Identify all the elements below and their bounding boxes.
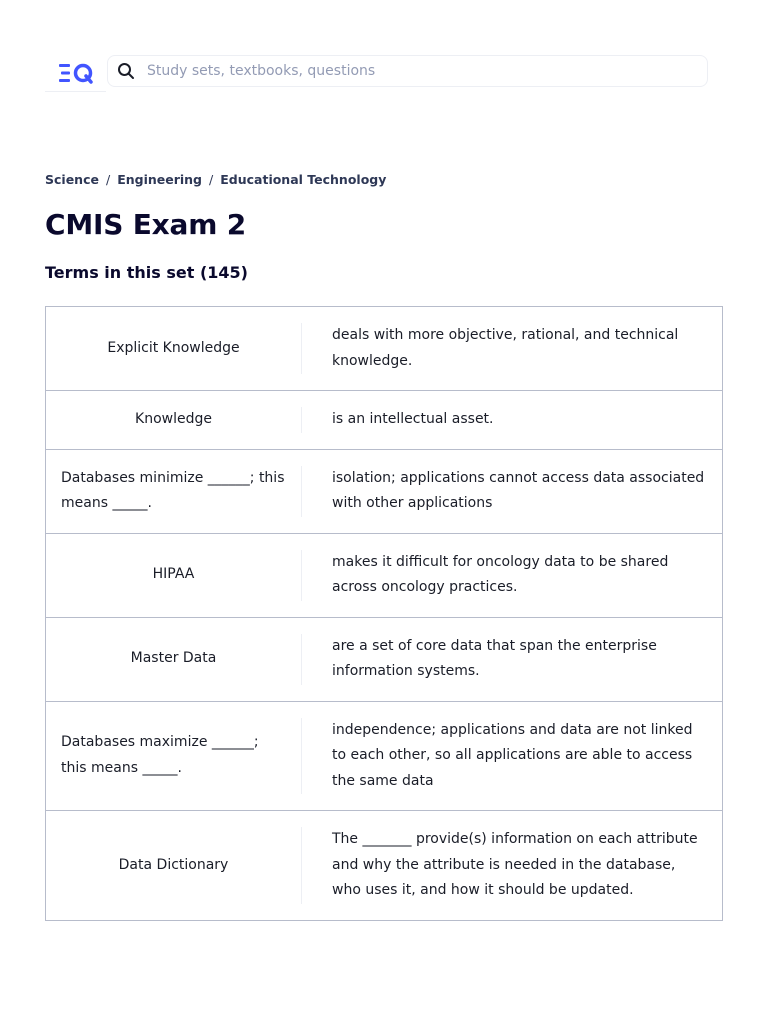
- search-icon[interactable]: [110, 55, 142, 87]
- breadcrumb-separator: /: [105, 172, 111, 187]
- search-input[interactable]: [147, 56, 687, 86]
- term-row: [46, 450, 722, 534]
- term-row: [46, 618, 722, 702]
- breadcrumb-link-educational-technology[interactable]: Educational Technology: [220, 172, 387, 187]
- page-title: CMIS Exam 2: [45, 208, 247, 241]
- breadcrumb: [45, 172, 386, 187]
- terms-heading: Terms in this set (145): [45, 263, 248, 282]
- definition-text: deals with more objective, rational, and technical knowledge.: [332, 327, 679, 369]
- site-logo[interactable]: [45, 54, 106, 92]
- term-row: [46, 811, 722, 921]
- logo-icon: [57, 62, 95, 84]
- definition-text: are a set of core data that span the enterprise information systems.: [332, 637, 657, 679]
- term-text: Master Data: [130, 650, 217, 667]
- term-text: Knowledge: [135, 411, 212, 427]
- term-row: [46, 391, 722, 450]
- term-text: HIPAA: [152, 566, 195, 583]
- term-text: Explicit Knowledge: [107, 339, 240, 356]
- terms-table: [45, 306, 723, 921]
- definition-text: The _______ provide(s) information on each attribute and why the attribute is needed in the database, who uses it, and how it should be updated.: [332, 831, 698, 898]
- term-text: Databases maximize ______; this means _____.: [61, 734, 259, 776]
- definition-text: independence; applications and data are not linked to each other, so all applications are able to access the same data: [332, 721, 693, 789]
- definition-text: isolation; applications cannot access data associated with other applications: [332, 469, 705, 511]
- term-text: Databases minimize ______; this means _____.: [61, 469, 285, 511]
- term-row: [46, 702, 722, 812]
- term-row: [46, 307, 722, 391]
- term-row: [46, 534, 722, 618]
- breadcrumb-link-science[interactable]: Science: [45, 172, 99, 187]
- breadcrumb-link-engineering[interactable]: Engineering: [117, 172, 203, 187]
- top-bar: [45, 54, 708, 92]
- definition-text: is an intellectual asset.: [332, 411, 494, 427]
- definition-text: makes it difficult for oncology data to be shared across oncology practices.: [332, 553, 669, 595]
- breadcrumb-separator: /: [209, 172, 214, 187]
- term-text: Data Dictionary: [118, 856, 229, 873]
- search-bar[interactable]: [107, 55, 708, 87]
